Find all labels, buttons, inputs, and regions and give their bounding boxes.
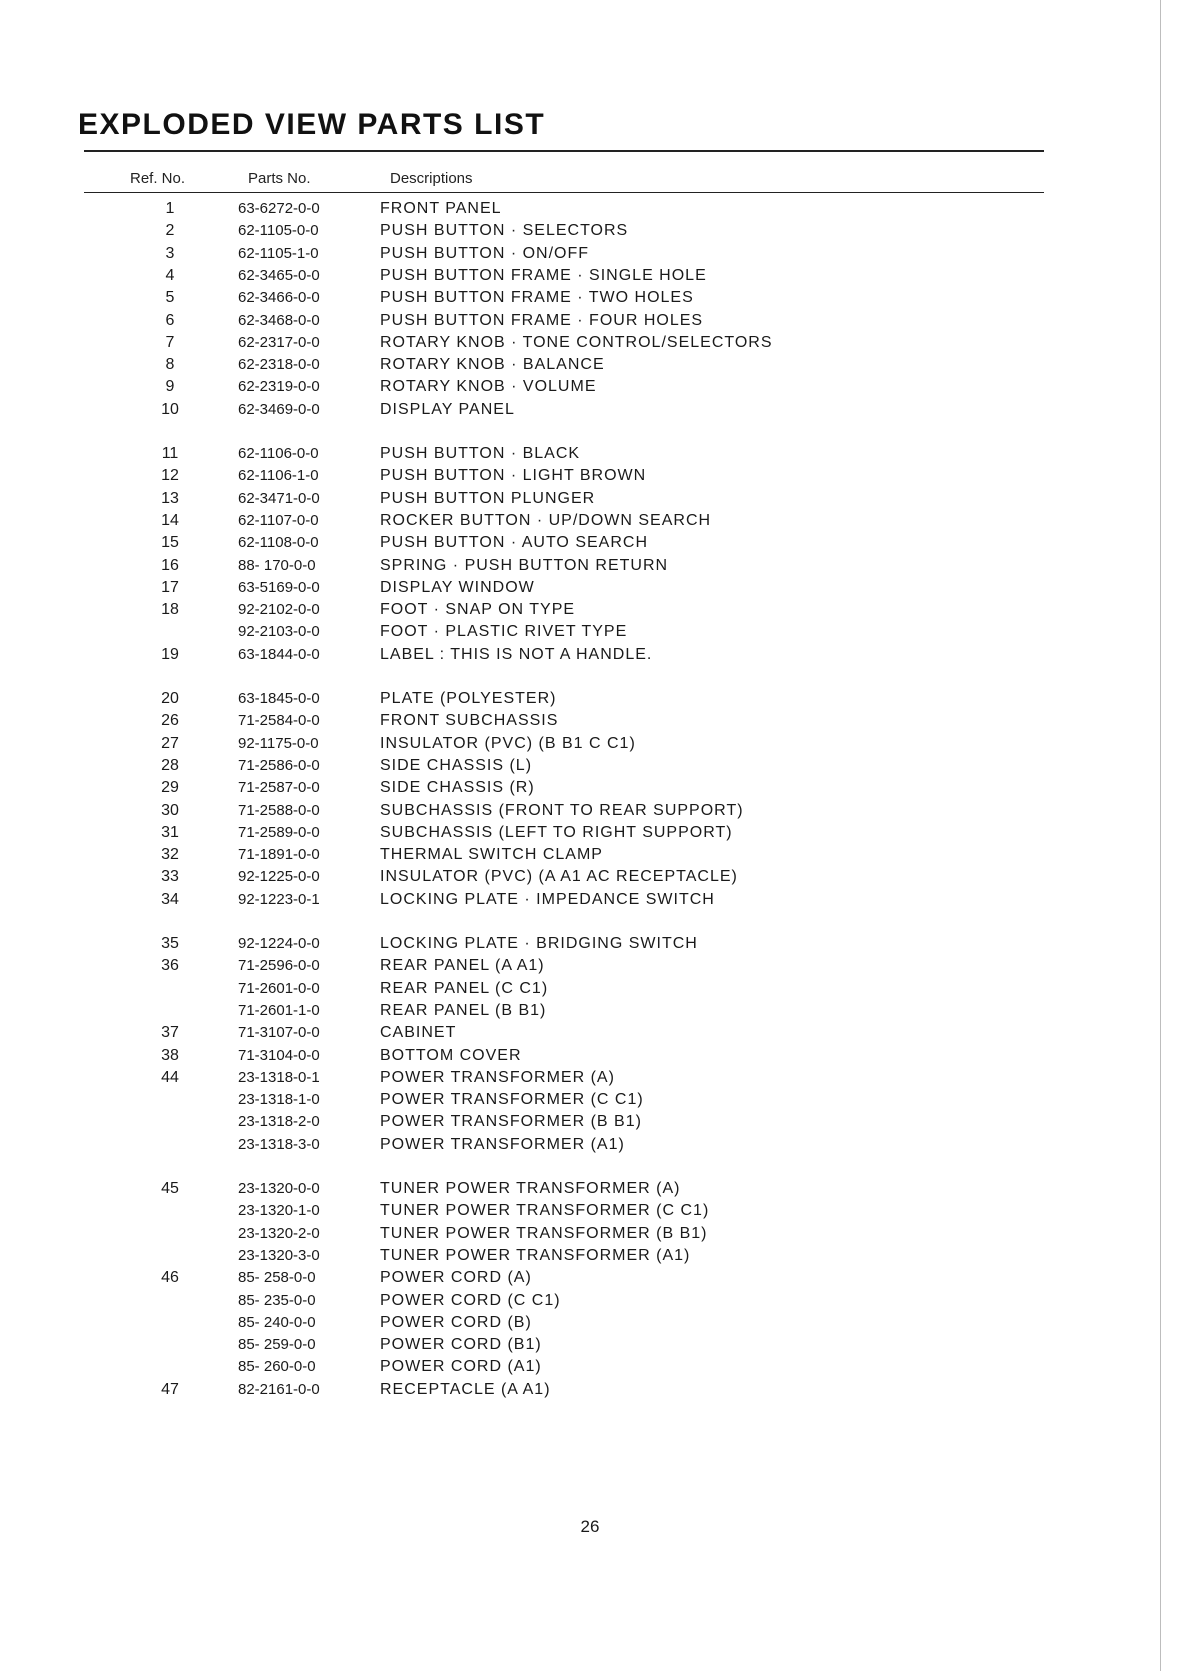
part-number: 71-3107-0-0 <box>238 1024 320 1042</box>
header-rule <box>84 192 1044 193</box>
table-row <box>0 1002 1179 1025</box>
table-row <box>0 1047 1179 1070</box>
part-description: POWER CORD (A1) <box>380 1358 542 1376</box>
table-row <box>0 1381 1179 1404</box>
ref-number: 16 <box>161 556 179 574</box>
part-number: 71-2589-0-0 <box>238 823 320 841</box>
part-description: TUNER POWER TRANSFORMER (B B1) <box>380 1224 708 1242</box>
part-description: PUSH BUTTON · AUTO SEARCH <box>380 534 648 552</box>
table-row <box>0 1180 1179 1203</box>
ref-number: 46 <box>161 1269 179 1287</box>
part-number: 85- 258-0-0 <box>238 1269 316 1287</box>
table-row <box>0 467 1179 490</box>
ref-number: 2 <box>165 222 175 240</box>
ref-number: 19 <box>161 645 179 663</box>
table-row <box>0 401 1179 424</box>
part-number: 92-2103-0-0 <box>238 623 320 641</box>
page-number: 26 <box>580 1517 600 1536</box>
part-description: POWER TRANSFORMER (B B1) <box>380 1113 642 1131</box>
table-row <box>0 579 1179 602</box>
ref-number: 29 <box>161 779 179 797</box>
part-number: 23-1320-2-0 <box>238 1224 320 1242</box>
part-description: DISPLAY WINDOW <box>380 578 535 596</box>
part-description: FRONT PANEL <box>380 200 502 217</box>
table-row <box>0 712 1179 735</box>
ref-number: 1 <box>165 200 175 217</box>
part-description: SIDE CHASSIS (L) <box>380 756 533 774</box>
part-number: 23-1318-3-0 <box>238 1135 320 1153</box>
part-number: 62-1108-0-0 <box>238 534 319 552</box>
part-description: SUBCHASSIS (FRONT TO REAR SUPPORT) <box>380 801 744 819</box>
part-number: 71-2586-0-0 <box>238 756 320 774</box>
table-row <box>0 824 1179 847</box>
table-row <box>0 1202 1179 1225</box>
ref-number: 20 <box>161 690 179 707</box>
table-row <box>0 1247 1179 1270</box>
table-row <box>0 601 1179 624</box>
part-description: TUNER POWER TRANSFORMER (C C1) <box>380 1202 710 1220</box>
table-header <box>0 170 1179 192</box>
part-description: REAR PANEL (B B1) <box>380 1001 547 1019</box>
table-row <box>0 1113 1179 1136</box>
table-row <box>0 646 1179 669</box>
part-description: PUSH BUTTON · BLACK <box>380 445 581 462</box>
part-description: SPRING · PUSH BUTTON RETURN <box>380 556 669 574</box>
table-row <box>0 1358 1179 1381</box>
column-header-desc: Descriptions <box>390 170 473 187</box>
part-description: TUNER POWER TRANSFORMER (A) <box>380 1180 681 1197</box>
table-row <box>0 1024 1179 1047</box>
part-number: 92-2102-0-0 <box>238 601 320 619</box>
ref-number: 26 <box>161 712 179 730</box>
part-description: REAR PANEL (A A1) <box>380 957 545 975</box>
table-row <box>0 735 1179 758</box>
part-number: 62-2318-0-0 <box>238 356 320 374</box>
ref-number: 31 <box>161 823 179 841</box>
part-description: POWER CORD (B) <box>380 1313 532 1331</box>
part-description: RECEPTACLE (A A1) <box>380 1380 551 1398</box>
part-description: PUSH BUTTON · ON/OFF <box>380 244 590 262</box>
part-description: LOCKING PLATE · BRIDGING SWITCH <box>380 935 698 952</box>
table-row <box>0 534 1179 557</box>
ref-number: 34 <box>161 890 179 908</box>
part-number: 23-1318-2-0 <box>238 1113 320 1131</box>
part-number: 62-2319-0-0 <box>238 378 320 396</box>
part-number: 62-3471-0-0 <box>238 489 320 507</box>
column-header-ref: Ref. No. <box>130 170 186 187</box>
part-description: INSULATOR (PVC) (B B1 C C1) <box>380 734 636 752</box>
part-number: 85- 235-0-0 <box>238 1291 316 1309</box>
ref-number: 9 <box>165 378 175 396</box>
part-number: 62-2317-0-0 <box>238 333 320 351</box>
part-description: FRONT SUBCHASSIS <box>380 712 559 730</box>
table-row <box>0 222 1179 245</box>
ref-number: 45 <box>161 1180 179 1197</box>
part-number: 63-1844-0-0 <box>238 645 320 663</box>
part-number: 23-1318-1-0 <box>238 1091 320 1109</box>
ref-number: 6 <box>165 311 175 329</box>
table-row <box>0 245 1179 268</box>
part-description: DISPLAY PANEL <box>380 400 515 418</box>
ref-number: 32 <box>161 846 179 864</box>
part-number: 82-2161-0-0 <box>238 1380 320 1398</box>
part-number: 62-3466-0-0 <box>238 289 320 307</box>
part-number: 63-6272-0-0 <box>238 200 320 217</box>
part-number: 62-1105-0-0 <box>238 222 319 240</box>
part-description: SIDE CHASSIS (R) <box>380 779 535 797</box>
part-description: POWER TRANSFORMER (A) <box>380 1068 615 1086</box>
table-row <box>0 802 1179 825</box>
table-row <box>0 1314 1179 1337</box>
part-description: POWER CORD (B1) <box>380 1336 542 1354</box>
part-number: 85- 259-0-0 <box>238 1336 316 1354</box>
table-row <box>0 1336 1179 1359</box>
part-number: 62-1106-1-0 <box>238 467 319 485</box>
part-number: 71-2596-0-0 <box>238 957 320 975</box>
part-description: BOTTOM COVER <box>380 1046 522 1064</box>
table-row <box>0 356 1179 379</box>
table-row <box>0 757 1179 780</box>
ref-number: 38 <box>161 1046 179 1064</box>
ref-number: 13 <box>161 489 179 507</box>
ref-number: 15 <box>161 534 179 552</box>
ref-number: 11 <box>161 445 179 462</box>
table-row <box>0 200 1179 223</box>
ref-number: 37 <box>161 1024 179 1042</box>
ref-number: 3 <box>165 244 175 262</box>
part-description: PUSH BUTTON FRAME · SINGLE HOLE <box>380 266 707 284</box>
part-number: 71-1891-0-0 <box>238 846 320 864</box>
part-number: 71-2584-0-0 <box>238 712 320 730</box>
part-description: FOOT · PLASTIC RIVET TYPE <box>380 623 628 641</box>
table-row <box>0 1069 1179 1092</box>
part-number: 85- 240-0-0 <box>238 1313 316 1331</box>
part-description: SUBCHASSIS (LEFT TO RIGHT SUPPORT) <box>380 823 733 841</box>
table-row <box>0 557 1179 580</box>
part-number: 62-3469-0-0 <box>238 400 320 418</box>
part-number: 71-2588-0-0 <box>238 801 320 819</box>
part-number: 63-5169-0-0 <box>238 578 320 596</box>
table-row <box>0 378 1179 401</box>
part-description: ROTARY KNOB · BALANCE <box>380 356 605 374</box>
table-row <box>0 1269 1179 1292</box>
column-header-part: Parts No. <box>248 170 311 187</box>
part-description: PUSH BUTTON · LIGHT BROWN <box>380 467 647 485</box>
table-row <box>0 267 1179 290</box>
ref-number: 33 <box>161 868 179 886</box>
table-row <box>0 779 1179 802</box>
part-description: PUSH BUTTON PLUNGER <box>380 489 596 507</box>
part-number: 92-1224-0-0 <box>238 935 320 952</box>
table-row <box>0 1225 1179 1248</box>
part-number: 92-1225-0-0 <box>238 868 320 886</box>
part-description: POWER TRANSFORMER (C C1) <box>380 1091 644 1109</box>
part-description: POWER CORD (C C1) <box>380 1291 561 1309</box>
part-number: 62-1105-1-0 <box>238 244 319 262</box>
part-description: PLATE (POLYESTER) <box>380 690 557 707</box>
part-description: POWER TRANSFORMER (A1) <box>380 1135 625 1153</box>
ref-number: 8 <box>165 356 175 374</box>
table-row <box>0 1136 1179 1159</box>
part-number: 71-2601-0-0 <box>238 979 320 997</box>
table-row <box>0 980 1179 1003</box>
part-description: PUSH BUTTON FRAME · TWO HOLES <box>380 289 694 307</box>
part-description: PUSH BUTTON · SELECTORS <box>380 222 629 240</box>
part-number: 88- 170-0-0 <box>238 556 316 574</box>
part-number: 23-1320-3-0 <box>238 1246 320 1264</box>
part-number: 23-1318-0-1 <box>238 1068 320 1086</box>
ref-number: 17 <box>161 578 179 596</box>
part-number: 62-1107-0-0 <box>238 511 319 529</box>
table-row <box>0 623 1179 646</box>
part-number: 71-2601-1-0 <box>238 1001 320 1019</box>
table-row <box>0 957 1179 980</box>
part-description: PUSH BUTTON FRAME · FOUR HOLES <box>380 311 704 329</box>
ref-number: 18 <box>161 601 179 619</box>
part-number: 92-1175-0-0 <box>238 734 319 752</box>
ref-number: 28 <box>161 756 179 774</box>
ref-number: 27 <box>161 734 179 752</box>
title-rule <box>84 150 1044 152</box>
ref-number: 10 <box>161 400 179 418</box>
ref-number: 36 <box>161 957 179 975</box>
part-number: 62-3465-0-0 <box>238 266 320 284</box>
part-description: INSULATOR (PVC) (A A1 AC RECEPTACLE) <box>380 868 738 886</box>
table-row <box>0 445 1179 468</box>
part-description: ROTARY KNOB · TONE CONTROL/SELECTORS <box>380 333 773 351</box>
part-number: 23-1320-0-0 <box>238 1180 320 1197</box>
part-description: REAR PANEL (C C1) <box>380 979 549 997</box>
table-row <box>0 868 1179 891</box>
ref-number: 30 <box>161 801 179 819</box>
part-description: LOCKING PLATE · IMPEDANCE SWITCH <box>380 890 715 908</box>
part-description: CABINET <box>380 1024 457 1042</box>
table-row <box>0 891 1179 914</box>
part-number: 23-1320-1-0 <box>238 1202 320 1220</box>
ref-number: 4 <box>165 266 175 284</box>
part-description: THERMAL SWITCH CLAMP <box>380 846 603 864</box>
part-description: TUNER POWER TRANSFORMER (A1) <box>380 1246 691 1264</box>
table-row <box>0 690 1179 713</box>
part-description: ROCKER BUTTON · UP/DOWN SEARCH <box>380 511 712 529</box>
table-row <box>0 1292 1179 1315</box>
table-row <box>0 289 1179 312</box>
part-number: 71-3104-0-0 <box>238 1046 320 1064</box>
part-number: 62-3468-0-0 <box>238 311 320 329</box>
part-number: 63-1845-0-0 <box>238 690 320 707</box>
ref-number: 12 <box>161 467 179 485</box>
table-row <box>0 490 1179 513</box>
part-number: 71-2587-0-0 <box>238 779 320 797</box>
table-row <box>0 312 1179 335</box>
part-description: POWER CORD (A) <box>380 1269 532 1287</box>
page-title: EXPLODED VIEW PARTS LIST <box>78 108 546 141</box>
part-number: 62-1106-0-0 <box>238 445 319 462</box>
table-row <box>0 512 1179 535</box>
ref-number: 7 <box>165 333 175 351</box>
ref-number: 35 <box>161 935 179 952</box>
table-row <box>0 846 1179 869</box>
part-number: 85- 260-0-0 <box>238 1358 316 1376</box>
ref-number: 47 <box>161 1380 179 1398</box>
ref-number: 44 <box>161 1068 179 1086</box>
part-description: ROTARY KNOB · VOLUME <box>380 378 597 396</box>
ref-number: 5 <box>165 289 175 307</box>
ref-number: 14 <box>161 511 179 529</box>
table-row <box>0 334 1179 357</box>
part-number: 92-1223-0-1 <box>238 890 320 908</box>
part-description: FOOT · SNAP ON TYPE <box>380 601 576 619</box>
table-row <box>0 935 1179 958</box>
part-description: LABEL : THIS IS NOT A HANDLE. <box>380 645 653 663</box>
table-row <box>0 1091 1179 1114</box>
